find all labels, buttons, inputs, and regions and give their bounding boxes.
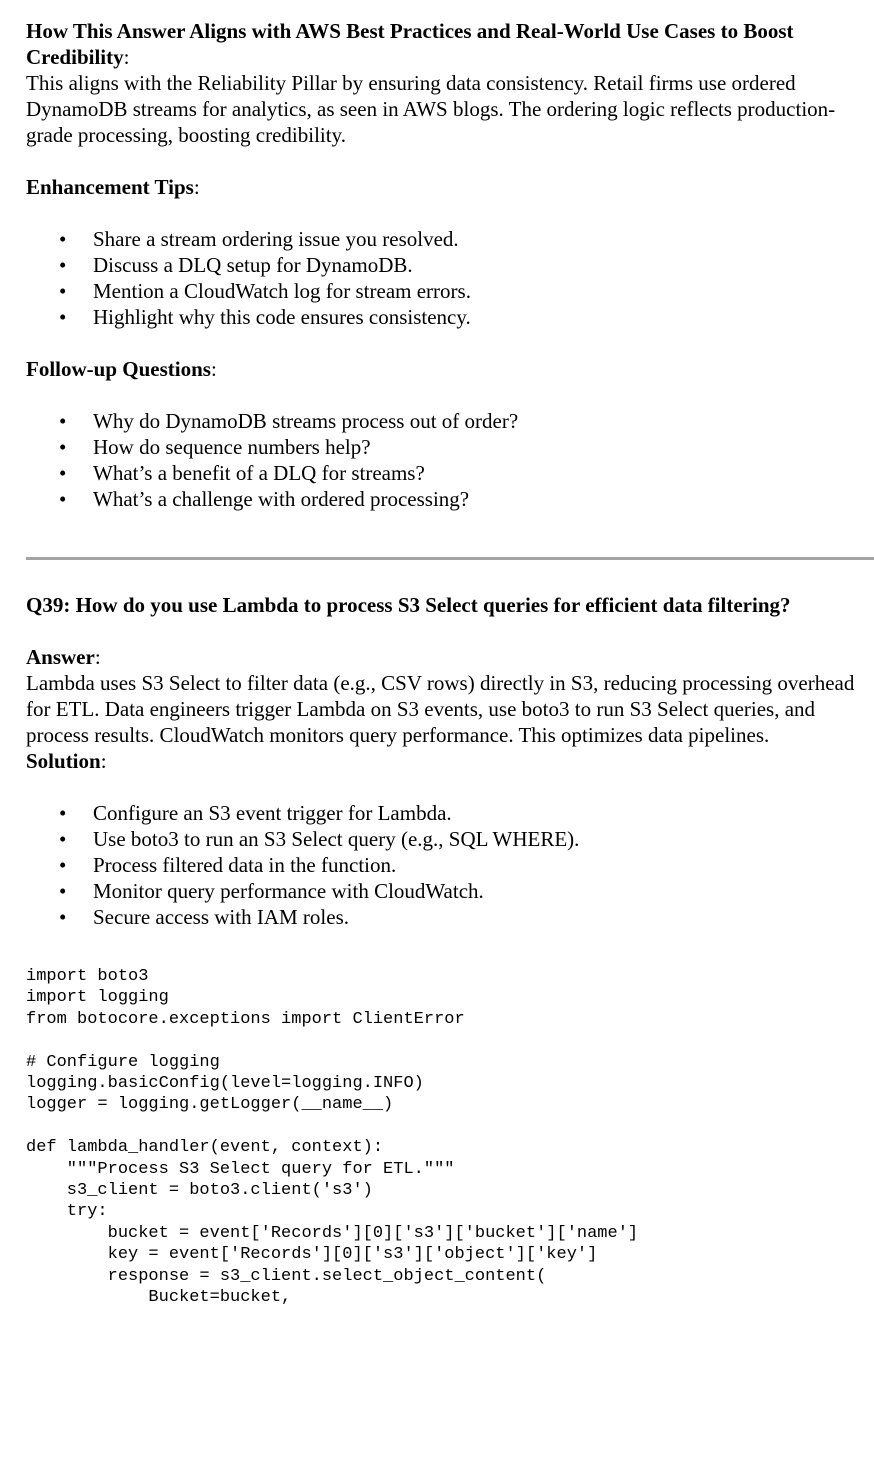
list-item: • Mention a CloudWatch log for stream errors. [59,279,471,303]
code-line: import boto3 [26,967,149,986]
question-title: Q39: How do you use Lambda to process S3 Select queries for efficient data filtering? [26,593,791,617]
bullet-icon: • [59,461,67,485]
answer-body: Lambda uses S3 Select to filter data (e.g., CSV rows) directly in S3, reducing processing overhead for ETL. Data engineers trigger Lambda on S3 events, use boto3 to run S3 Select queries, and process results. CloudWatch monitors query performance. This optimizes data pipelines. [26,671,855,747]
bullet-icon: • [59,827,67,851]
code-line: import logging [26,988,169,1008]
code-line: try: [26,1202,108,1222]
solution-steps-list [26,800,864,930]
solution-label: Solution: [26,749,107,773]
list-item: • Configure an S3 event trigger for Lambda. [59,801,452,825]
answer-label: Answer: [26,645,101,669]
list-item: • Use boto3 to run an S3 Select query (e.g., SQL WHERE). [59,827,580,851]
list-item: • Why do DynamoDB streams process out of order? [59,409,519,433]
code-line: from botocore.exceptions import ClientError [26,1009,465,1029]
code-line: bucket = event['Records'][0]['s3']['bucket']['name'] [26,1223,639,1243]
code-line: # Configure logging [26,1052,220,1072]
bullet-icon: • [59,801,67,825]
list-item: • Share a stream ordering issue you resolved. [59,227,459,251]
document-page [26,18,864,1309]
list-item: • What’s a challenge with ordered processing? [59,487,470,511]
list-item: • Highlight why this code ensures consistency. [59,305,471,329]
enhancement-tips-label: Enhancement Tips: [26,175,200,199]
list-item: • Process filtered data in the function. [59,853,397,877]
bullet-icon: • [59,227,67,251]
code-line: def lambda_handler(event, context): [26,1138,384,1158]
bullet-icon: • [59,279,67,303]
list-item: • What’s a benefit of a DLQ for streams? [59,461,425,485]
code-line: key = event['Records'][0]['s3']['object']['key'] [26,1245,598,1265]
code-line: s3_client = boto3.client('s3') [26,1181,373,1201]
enhancement-tips-list [26,226,864,330]
bullet-icon: • [59,253,67,277]
code-line: logging.basicConfig(level=logging.INFO) [26,1074,424,1094]
code-line: Bucket=bucket, [26,1288,292,1308]
code-block [26,966,864,1309]
followup-questions-label: Follow-up Questions: [26,357,217,381]
code-line [26,1116,864,1137]
bullet-icon: • [59,879,67,903]
list-item: • Monitor query performance with CloudWatch. [59,879,484,903]
bullet-icon: • [59,305,67,329]
bullet-icon: • [59,487,67,511]
bullet-icon: • [59,409,67,433]
best-practices-body: This aligns with the Reliability Pillar by ensuring data consistency. Retail firms use ordered DynamoDB streams for analytics, as seen in AWS blogs. The ordering logic reflects production-grade processing, boosting credibility. [26,71,836,147]
followup-questions-list [26,408,864,512]
list-item: • Secure access with IAM roles. [59,905,349,929]
code-line [26,1030,864,1051]
list-item: • How do sequence numbers help? [59,435,371,459]
code-line: """Process S3 Select query for ETL.""" [26,1159,455,1179]
code-line: response = s3_client.select_object_content( [26,1266,547,1286]
bullet-icon: • [59,905,67,929]
bullet-icon: • [59,853,67,877]
bullet-icon: • [59,435,67,459]
list-item: • Discuss a DLQ setup for DynamoDB. [59,253,413,277]
code-line: logger = logging.getLogger(__name__) [26,1095,394,1115]
best-practices-heading: How This Answer Aligns with AWS Best Practices and Real-World Use Cases to Boost Credibility: [26,19,794,69]
